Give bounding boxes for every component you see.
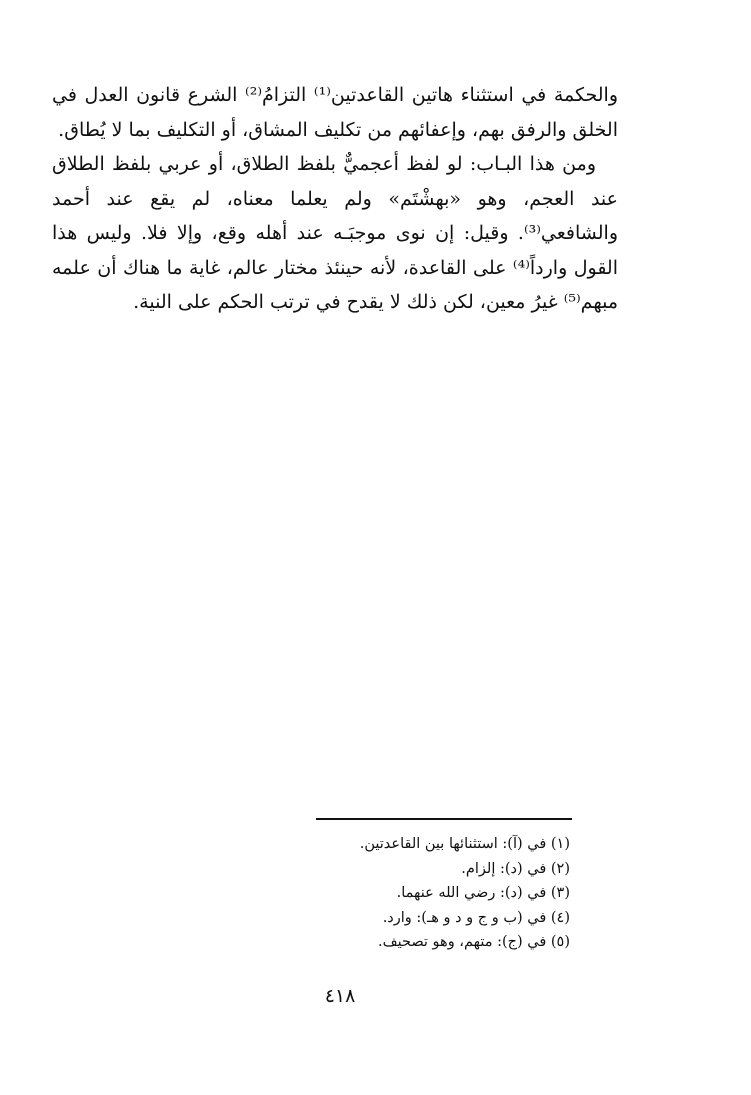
footnote-3: (٣) في (د): رضي الله عنهما. <box>396 885 570 901</box>
footnote-5: (٥) في (ج): متهم، وهو تصحيف. <box>377 934 570 950</box>
page-number: ٤١٨ <box>324 985 356 1007</box>
footnote-2: (٢) في (د): إلزام. <box>461 860 570 877</box>
paragraph-2: ومن هذا البـاب: لو لفظ أعجميٌّ بلفظ الطلاق، أو عربي بلفظ الطلاق عند العجم، وهو «بهشْتَم» ولم يعلما معناه، لم يقع عند أحمد والشافعي⁽³⁾. وقيل: إن نوى موجبَـه عند أهله وقع، وإلا فلا. وليس هذا القول وارداً⁽⁴⁾ على القاعدة، لأنه حينئذ مختار عالم، غاية ما هناك أن علمه مبهم⁽⁵⁾ غيرُ معين، لكن ذلك لا يقدح في ترتب الحكم على النية. <box>52 153 619 313</box>
footnote-1: (١) في (آ): استثنائها بين القاعدتين. <box>359 836 570 852</box>
footnotes <box>200 832 570 955</box>
footnote-4: (٤) في (ب و ج و د و هـ): وارد. <box>382 909 570 926</box>
main-text <box>52 78 618 320</box>
paragraph-1: والحكمة في استثناء هاتين القاعدتين⁽¹⁾ التزامُ⁽²⁾ الشرع قانون العدل في الخلق والرفق بهم، وإعفائهم من تكليف المشاق، أو التكليف بما لا يُطاق. <box>52 84 618 141</box>
footnote-separator <box>316 818 572 820</box>
